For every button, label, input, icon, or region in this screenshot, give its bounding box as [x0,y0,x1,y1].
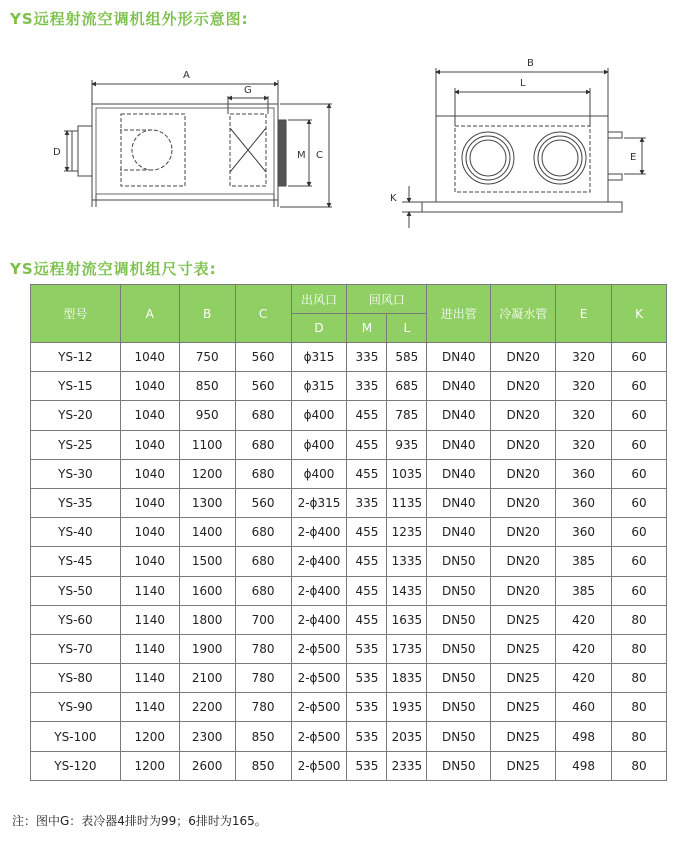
table-cell: DN40 [427,518,491,547]
table-cell: 535 [347,634,387,663]
header-C: C [235,285,291,343]
label-A: A [183,70,190,81]
table-cell: 780 [235,664,291,693]
table-cell: DN25 [491,664,556,693]
table-cell: DN40 [427,430,491,459]
header-L: L [387,314,427,343]
table-cell: 335 [347,372,387,401]
table-cell: DN50 [427,751,491,780]
table-cell: ϕ400 [291,459,347,488]
table-cell: 1140 [120,693,179,722]
table-cell: 60 [612,343,667,372]
table-cell: 320 [556,343,612,372]
table-cell: 1835 [387,664,427,693]
table-cell: 80 [612,722,667,751]
table-cell: 60 [612,518,667,547]
side-view [64,80,332,207]
table-cell: ϕ400 [291,430,347,459]
table-cell: 1200 [179,459,235,488]
table-cell: DN50 [427,576,491,605]
table-cell: DN25 [491,634,556,663]
table-cell: 385 [556,576,612,605]
table-cell: 2100 [179,664,235,693]
table-row [31,459,667,488]
table-cell: 1600 [179,576,235,605]
table-cell: 1040 [120,488,179,517]
footnote: 注：图中G：表冷器4排时为99；6排时为165。 [12,814,267,828]
table-cell: 2-ϕ400 [291,605,347,634]
table-cell: 2335 [387,751,427,780]
table-cell: DN40 [427,372,491,401]
table-row [31,343,667,372]
label-B: B [527,58,534,69]
table-cell: ϕ400 [291,401,347,430]
table-cell: 560 [235,488,291,517]
table-cell: 1335 [387,547,427,576]
table-cell: DN40 [427,488,491,517]
table-cell: YS-60 [31,605,121,634]
label-E: E [630,152,637,163]
header-outlet: 出风口 [291,285,347,314]
table-cell: 2200 [179,693,235,722]
table-cell: 2300 [179,722,235,751]
table-cell: YS-80 [31,664,121,693]
dimension-table [30,284,667,781]
table-cell: 2-ϕ500 [291,751,347,780]
table-cell: 1935 [387,693,427,722]
table-cell: 320 [556,401,612,430]
table-cell: 680 [235,518,291,547]
table-cell: 750 [179,343,235,372]
table-cell: 498 [556,722,612,751]
outline-drawing [0,0,700,250]
table-cell: DN50 [427,693,491,722]
table-cell: 535 [347,664,387,693]
table-cell: 455 [347,459,387,488]
table-cell: 1200 [120,722,179,751]
table-cell: DN40 [427,343,491,372]
table-cell: 80 [612,634,667,663]
table-cell: 2-ϕ500 [291,693,347,722]
table-cell: 1140 [120,605,179,634]
table-cell: DN20 [491,401,556,430]
header-E: E [556,285,612,343]
table-cell: DN50 [427,605,491,634]
table-cell: 80 [612,664,667,693]
table-cell: 360 [556,518,612,547]
table-cell: 1040 [120,459,179,488]
table-cell: 535 [347,693,387,722]
table-row [31,576,667,605]
table-cell: 420 [556,605,612,634]
table-cell: 460 [556,693,612,722]
table-cell: 2-ϕ500 [291,664,347,693]
table-cell: 455 [347,605,387,634]
table-cell: 1140 [120,634,179,663]
table-cell: YS-25 [31,430,121,459]
table-cell: 1200 [120,751,179,780]
table-cell: 1040 [120,343,179,372]
table-cell: 2-ϕ400 [291,518,347,547]
table-cell: 60 [612,488,667,517]
table-cell: 455 [347,547,387,576]
table-cell: 680 [235,401,291,430]
table-cell: 455 [347,401,387,430]
table-cell: 1040 [120,518,179,547]
table-cell: 2-ϕ400 [291,547,347,576]
table-cell: 1635 [387,605,427,634]
table-cell: YS-120 [31,751,121,780]
table-cell: DN50 [427,547,491,576]
table-cell: 950 [179,401,235,430]
table-cell: 680 [235,576,291,605]
table-cell: 700 [235,605,291,634]
table-title: YS远程射流空调机组尺寸表: [10,260,217,278]
table-cell: 585 [387,343,427,372]
table-row [31,430,667,459]
table-cell: DN25 [491,693,556,722]
table-cell: 2-ϕ315 [291,488,347,517]
table-cell: YS-35 [31,488,121,517]
table-cell: 1400 [179,518,235,547]
table-cell: DN20 [491,576,556,605]
table-cell: 80 [612,751,667,780]
table-row [31,664,667,693]
table-cell: DN50 [427,664,491,693]
table-cell: 535 [347,751,387,780]
table-cell: 1300 [179,488,235,517]
table-row [31,751,667,780]
table-cell: 935 [387,430,427,459]
table-cell: YS-15 [31,372,121,401]
table-cell: 685 [387,372,427,401]
table-cell: 60 [612,372,667,401]
table-cell: 2600 [179,751,235,780]
table-row [31,693,667,722]
table-cell: 535 [347,722,387,751]
header-A: A [120,285,179,343]
table-cell: DN20 [491,488,556,517]
table-cell: DN20 [491,459,556,488]
table-cell: 335 [347,488,387,517]
label-L: L [520,78,526,89]
table-cell: ϕ315 [291,343,347,372]
table-cell: 320 [556,430,612,459]
table-cell: 850 [179,372,235,401]
table-cell: 2-ϕ500 [291,634,347,663]
table-cell: 360 [556,488,612,517]
header-D: D [291,314,347,343]
table-cell: 1040 [120,430,179,459]
table-cell: YS-50 [31,576,121,605]
table-cell: 420 [556,664,612,693]
label-M: M [297,150,306,161]
table-cell: 1435 [387,576,427,605]
table-cell: 60 [612,459,667,488]
table-cell: DN20 [491,343,556,372]
table-cell: 1040 [120,372,179,401]
header-M: M [347,314,387,343]
table-cell: 1135 [387,488,427,517]
table-cell: DN20 [491,372,556,401]
header-inlet-pipe: 进出管 [427,285,491,343]
table-cell: 2-ϕ400 [291,576,347,605]
table-cell: 680 [235,547,291,576]
table-cell: 498 [556,751,612,780]
table-cell: 1035 [387,459,427,488]
table-cell: 80 [612,605,667,634]
table-cell: 455 [347,576,387,605]
table-cell: DN40 [427,401,491,430]
table-cell: 455 [347,430,387,459]
table-cell: 2035 [387,722,427,751]
table-cell: 455 [347,518,387,547]
table-cell: 1040 [120,401,179,430]
table-cell: DN25 [491,751,556,780]
table-cell: 785 [387,401,427,430]
table-cell: 80 [612,693,667,722]
table-cell: YS-30 [31,459,121,488]
table-cell: 780 [235,693,291,722]
table-cell: YS-100 [31,722,121,751]
table-cell: YS-45 [31,547,121,576]
table-cell: 850 [235,751,291,780]
table-row [31,372,667,401]
table-cell: YS-70 [31,634,121,663]
table-cell: DN50 [427,722,491,751]
table-cell: 1900 [179,634,235,663]
table-cell: 1800 [179,605,235,634]
table-cell: 1235 [387,518,427,547]
table-cell: 60 [612,430,667,459]
table-cell: YS-20 [31,401,121,430]
table-cell: 560 [235,372,291,401]
table-cell: DN20 [491,518,556,547]
table-cell: 60 [612,547,667,576]
label-K: K [390,193,397,204]
diagram-title: YS远程射流空调机组外形示意图: [10,10,249,28]
table-cell: 60 [612,401,667,430]
table-cell: 680 [235,430,291,459]
header-return: 回风口 [347,285,427,314]
table-cell: YS-40 [31,518,121,547]
table-row [31,401,667,430]
table-row [31,518,667,547]
table-cell: ϕ315 [291,372,347,401]
table-cell: DN20 [491,547,556,576]
table-cell: DN25 [491,722,556,751]
header-model: 型号 [31,285,121,343]
table-cell: 1735 [387,634,427,663]
table-cell: 560 [235,343,291,372]
table-cell: 420 [556,634,612,663]
front-view [402,68,646,228]
table-cell: 1500 [179,547,235,576]
table-cell: 320 [556,372,612,401]
table-cell: 335 [347,343,387,372]
table-row [31,722,667,751]
table-row [31,547,667,576]
table-cell: DN50 [427,634,491,663]
header-condensate-pipe: 冷凝水管 [491,285,556,343]
table-cell: 1040 [120,547,179,576]
table-cell: 60 [612,576,667,605]
table-cell: 850 [235,722,291,751]
header-B: B [179,285,235,343]
table-cell: 1140 [120,576,179,605]
table-cell: 360 [556,459,612,488]
table-cell: DN40 [427,459,491,488]
table-cell: YS-90 [31,693,121,722]
table-cell: 780 [235,634,291,663]
header-K: K [612,285,667,343]
table-row [31,634,667,663]
table-cell: DN20 [491,430,556,459]
table-row [31,605,667,634]
table-cell: 1140 [120,664,179,693]
table-cell: 2-ϕ500 [291,722,347,751]
label-G: G [244,85,252,96]
label-C: C [316,150,323,161]
label-D: D [53,147,61,158]
table-cell: 385 [556,547,612,576]
table-cell: DN25 [491,605,556,634]
table-row [31,488,667,517]
table-cell: YS-12 [31,343,121,372]
table-cell: 680 [235,459,291,488]
table-cell: 1100 [179,430,235,459]
